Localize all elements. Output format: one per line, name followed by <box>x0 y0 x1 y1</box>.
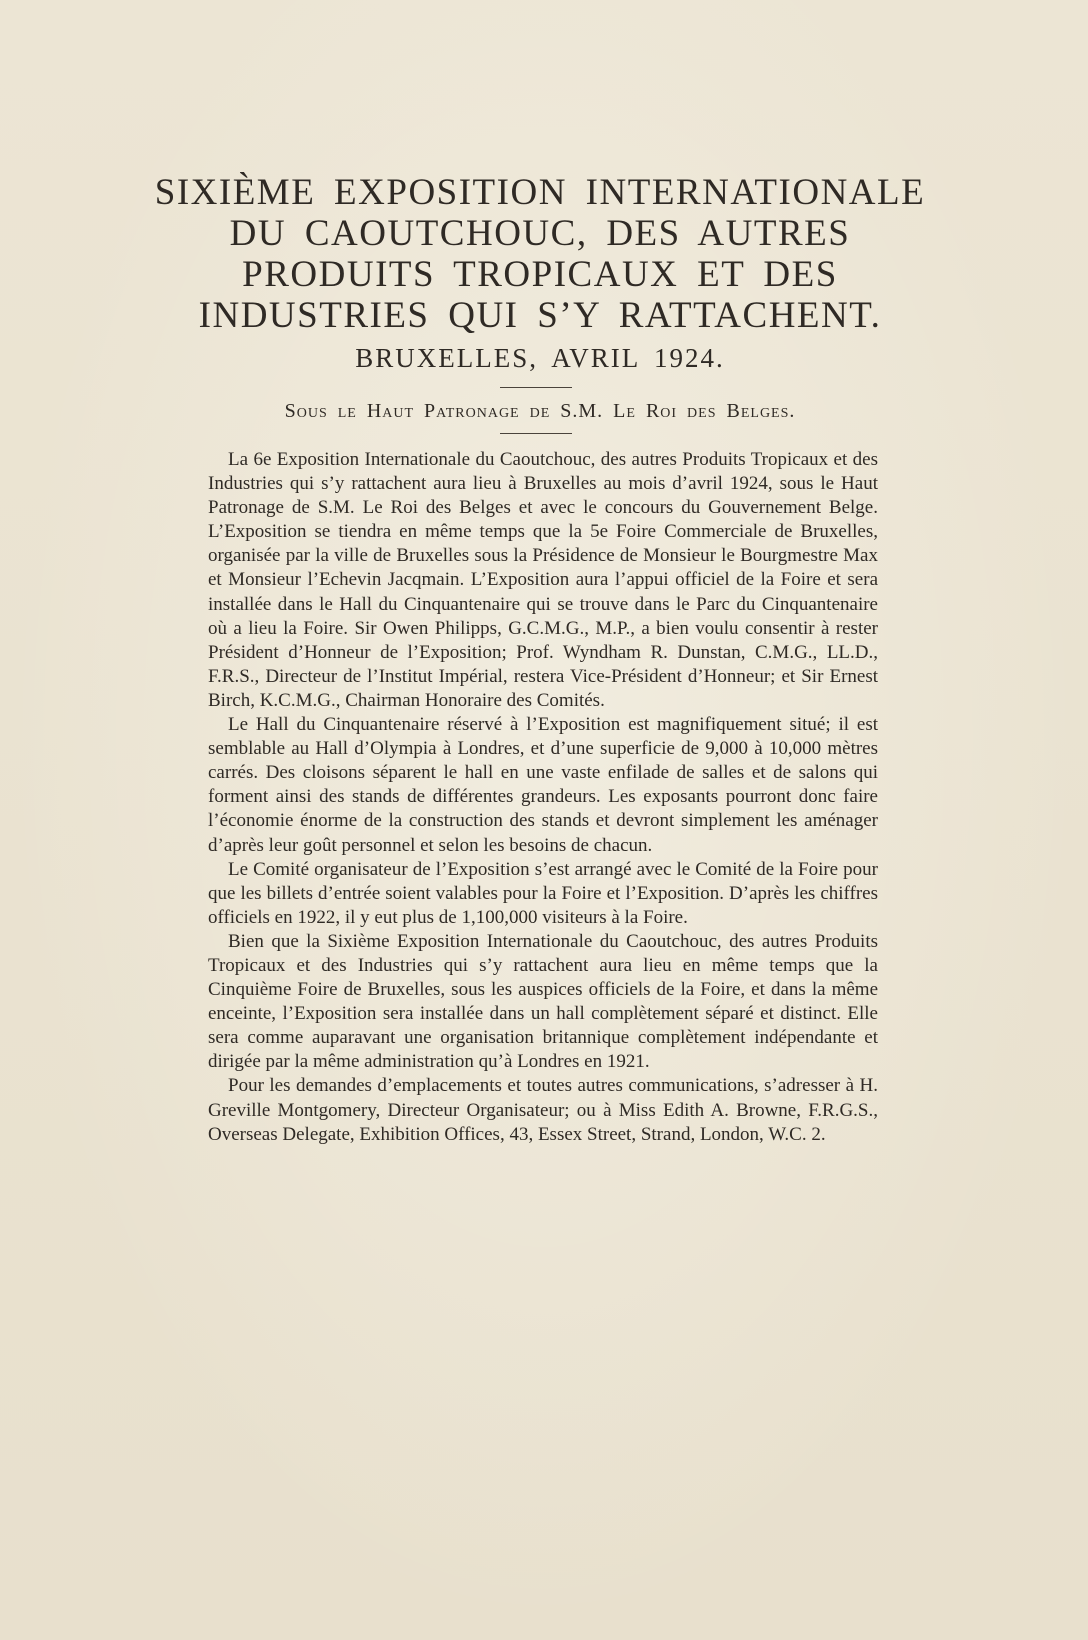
paragraph-3: Le Comité organisateur de l’Exposition s’est arrangé avec le Comité de la Foire pour que les billets d’entrée soient valables pour la Foire et l’Exposition. D’après les chiffres officiels en 1922, il y eut plus de 1,100,000 visiteurs à la Foire. <box>208 858 878 928</box>
divider-bottom <box>500 433 572 434</box>
divider-top <box>500 387 572 388</box>
document-title <box>130 172 950 374</box>
patronage-line: Sous le Haut Patronage de S.M. Le Roi des Belges. <box>284 400 796 422</box>
place-date: BRUXELLES, AVRIL 1924. <box>355 343 725 373</box>
paragraph-5: Pour les demandes d’emplacements et toutes autres communications, s’adresser à H. Greville Montgomery, Directeur Organisateur; ou à Miss Edith A. Browne, F.R.G.S., Overseas Delegate, Exhibition Offices, 43, Essex Street, Strand, London, W.C. 2. <box>208 1075 878 1145</box>
title-line-2: DU CAOUTCHOUC, DES AUTRES <box>229 213 851 254</box>
paragraph-4: Bien que la Sixième Exposition Internationale du Caoutchouc, des autres Produits Tropicaux et des Industries qui s’y rattachent aura lieu en même temps que la Cinquième Foire de Bruxelles, sous les auspices officiels de la Foire, et dans la même enceinte, l’Exposition sera installée dans un hall complètement séparé et distinct. Elle sera comme auparavant une organisation britannique complètement indépendante et dirigée par la même administration qu’à Londres en 1921. <box>208 930 878 1073</box>
title-line-4: INDUSTRIES QUI S’Y RATTACHENT. <box>198 295 882 336</box>
title-line-3: PRODUITS TROPICAUX ET DES <box>242 254 838 295</box>
paragraph-1: La 6e Exposition Internationale du Caoutchouc, des autres Produits Tropicaux et des Industries qui s’y rattachent aura lieu à Bruxelles au mois d’avril 1924, sous le Haut Patronage de S.M. Le Roi des Belges et avec le concours du Gouvernement Belge. L’Exposition se tiendra en même temps que la 5e Foire Commerciale de Bruxelles, organisée par la ville de Bruxelles sous la Présidence de Monsieur le Bourgmestre Max et Monsieur l’Echevin Jacqmain. L’Exposition aura l’appui officiel de la Foire et sera installée dans le Hall du Cinquantenaire qui se trouve dans le Parc du Cinquantenaire où a lieu la Foire. Sir Owen Philipps, G.C.M.G., M.P., a bien voulu consentir à rester Président d’Honneur de l’Exposition; Prof. Wyndham R. Dunstan, C.M.G., LL.D., F.R.S., Directeur de l’Institut Impérial, restera Vice-Président d’Honneur; et Sir Ernest Birch, K.C.M.G., Chairman Honoraire des Comités. <box>208 449 878 711</box>
body-text <box>208 448 878 1147</box>
title-line-1: SIXIÈME EXPOSITION INTERNATIONALE <box>154 172 926 213</box>
paragraph-2: Le Hall du Cinquantenaire réservé à l’Exposition est magnifiquement situé; il est semblable au Hall d’Olympia à Londres, et d’une superficie de 9,000 à 10,000 mètres carrés. Des cloisons séparent le hall en une vaste enfilade de salles et de salons qui forment ainsi des stands de différentes grandeurs. Les exposants pourront donc faire l’économie énorme de la construction des stands et devront simplement les aménager d’après leur goût personnel et selon les besoins de chacun. <box>208 714 878 856</box>
